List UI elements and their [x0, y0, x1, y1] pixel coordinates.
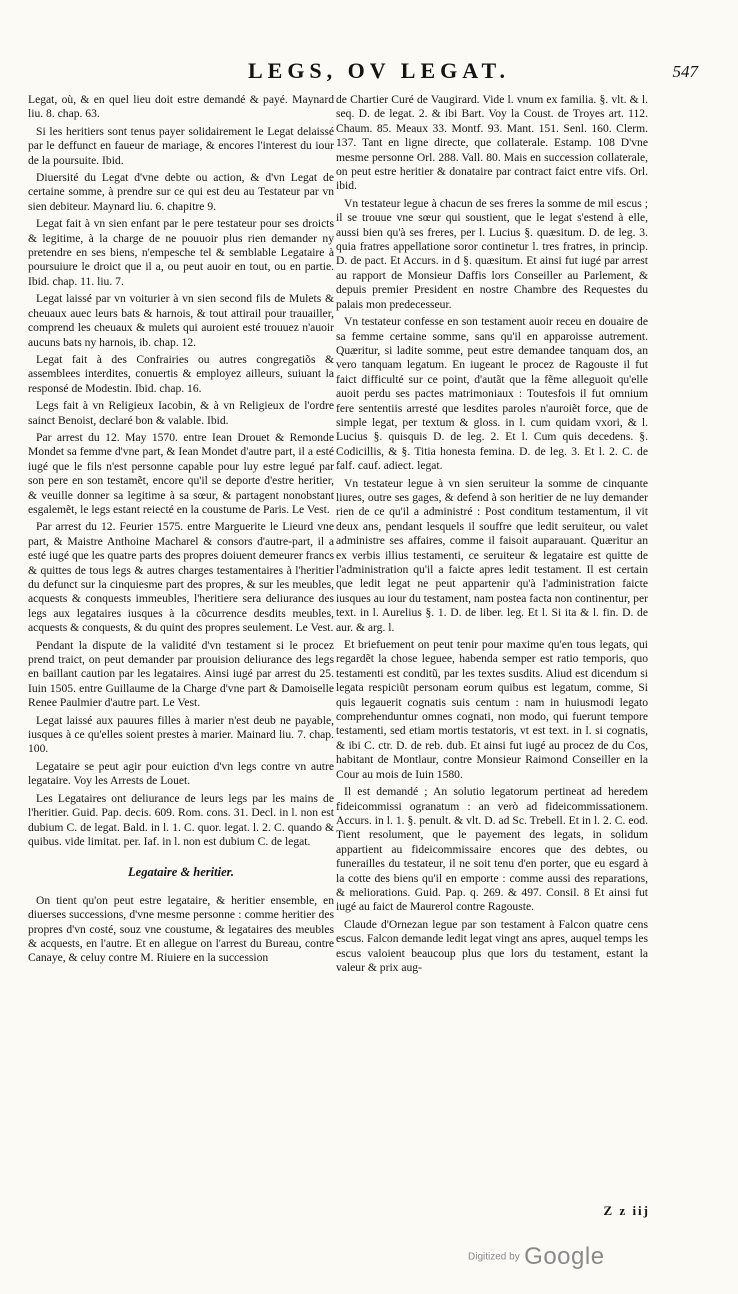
paragraph: Diuersité du Legat d'vne debte ou action, & d'vn Legat de certaine somme, à prendre sur ce qui est deu au Testateur par vn sien debiteur. Maynard liu. 6. chapitre 9.	[28, 171, 334, 213]
paragraph: Vn testateur legue à vn sien seruiteur la somme de cinquante liures, outre ses gages, & defend à son heritier de ne luy demander rien de ce qu'il a administré : Post conditum testamentum, il vit deux ans, pendant lesquels il souffre que ledit seruiteur, ou valet administre ses affaires, comme il faisoit auparauant. Quæritur an ex verbis illius testamenti, ce seruiteur & legataire est quitte de l'administration qu'il a faicte apres ledit testament. Il est certain que ledit legat ne peut appartenir qu'à l'administration faicte iusques au iour du testament, nam postea facta non continentur, per text. in l. Aurelius §. 1. D. de liber. leg. Et l. Si ita & l. fin. D. de aur. & arg. l.	[336, 476, 648, 634]
paragraph: Legat, où, & en quel lieu doit estre demandé & payé. Maynard liu. 8. chap. 63.	[28, 93, 334, 121]
paragraph: Legat laissé aux pauures filles à marier n'est deub ne payable, iusques à ce qu'elles soient prestes à marier. Mainard liu. 7. chap. 100.	[28, 713, 334, 756]
paragraph: Legs fait à vn Religieux Iacobin, & à vn Religieux de l'ordre sainct Benoist, declaré bon & valable. Ibid.	[28, 399, 334, 427]
paragraph: Legat fait à vn sien enfant par le pere testateur pour ses droicts & legitime, à la charge de ne pouuoir plus rien demander ny pretendre en ses biens, n'empesche tel & semblable Legataire à poursuiure le droict que il a, ou peut auoir en tout, ou en partie. Ibid. chap. 11. liu. 7.	[28, 217, 334, 288]
watermark-prefix: Digitized by	[468, 1251, 520, 1263]
paragraph: Pendant la dispute de la validité d'vn testament si le procez prend traict, on peut demander par prouision deliurance des legs en baillant caution par les legataires. Ainsi iugé par arrest du 25. Iuin 1505. entre Guillaume de la Charge d'vne part & Damoiselle Renee Paulmier d'autre part. Le Vest.	[28, 638, 334, 710]
right-column	[336, 93, 648, 978]
paragraph: On tient qu'on peut estre legataire, & heritier ensemble, en diuerses successions, d'vne mesme personne : comme heritier des propres d'vn costé, souz vne coustume, & legataires des meubles & acquests, en l'autre. Et en allegue on l'arrest du Bureau, contre Canaye, & celuy contre M. Riuiere en la succession	[28, 893, 334, 965]
paragraph: Par arrest du 12. Feurier 1575. entre Marguerite le Lieurd vne part, & Maistre Anthoine Macharel & consors d'autre-part, il a esté iugé que les quatre parts des propres doiuent demeurer francs & quittes de tous legs & autres charges testamentaires à l'heritier du defunct sur la cinquiesme part des propres, & sur les meubles, acquests & conquests immeubles, l'heritiere sera deliurance des legs aux legataires iusques à la cõcurrence desdits meubles, acquests & conquests, & du quint des propres seulement. Le Vest.	[28, 520, 334, 635]
signature-mark: Z z iij	[603, 1203, 650, 1218]
paragraph: Vn testateur confesse en son testament auoir receu en douaire de sa femme certaine somme, sans qu'il en apparoisse autrement. Quæritur, si ladite somme, peut estre demandee tanquam dos, an vero tanquam legatum. En iugeant le procez de Ragouste il fut faict difficulté sur ce point, d'autãt que la fẽme alleguoit qu'elle auoit perdu ses pactes matrimoniaux : Toutesfois il fut omnium fere sententiis arresté que lesdites paroles n'auroiẽt force, que de simple legat, per textum & gloss. in l. cum quidam vxori, & l. Lucius §. quisquis D. de leg. 2. Et l. Cum quis decedens. §. Codicillis, & §. Titia honesta femina. D. de leg. 3. Et l. 2. C. de falf. cauf. adiect. legat.	[336, 315, 648, 473]
paragraph: Legat laissé par vn voiturier à vn sien second fils de Mulets & cheuaux auec leurs bats & harnois, & tout attirail pour trauailler, comprend les cheuaux & mulets qui auroient esté trouuez n'auoir aucuns bats ny harnois, ib. chap. 12.	[28, 292, 334, 349]
page-number: 547	[672, 62, 698, 81]
paragraph: Les Legataires ont deliurance de leurs legs par les mains de l'heritier. Guid. Pap. decis. 609. Rom. cons. 31. Decl. in l. non est dubium C. de legat. Bald. in l. 1. C. quor. legat. l. 2. C. quando & quibus. vide limitat. per. Iaf. in l. non est dubium C. de legat.	[28, 791, 334, 848]
watermark-brand: Google	[524, 1243, 605, 1270]
section-heading: Legataire & heritier.	[128, 865, 234, 880]
left-column	[28, 93, 334, 969]
page-header	[36, 58, 722, 88]
paragraph: Vn testateur legue à chacun de ses freres la somme de mil escus ; il se trouue vne sœur qui soustient, que le legat s'estend à elle, aussi bien qu'à ses freres, per l. Lucius §. quæsitum. D. de leg. 3. quia fratres appellatione soror continetur l. tres fratres, in princip. D. de pact. Et Accurs. in d §. quæsitum. Et ainsi fut iugé par arrest au rapport de Monsieur Daffis lors Conseiller au Parlement, & depuis premier President en nostre Chambre des Requestes du palais mon predecesseur.	[336, 196, 648, 311]
paragraph: Par arrest du 12. May 1570. entre Iean Drouet & Remonde Mondet sa femme d'vne part, & Iean Mondet d'autre part, il a esté iugé que le fils n'est personne capable pour luy estre legué par son pere en son testamẽt, encore qu'il se deporte d'estre heritier, & veuille donner sa legitime à sa sœur, & partagent nonobstant esgalemẽt, le legs estant reiecté en la coustume de Paris. Le Vest.	[28, 430, 334, 516]
paragraph: Il est demandé ; An solutio legatorum pertineat ad heredem fideicommissi ogranatum : an verò ad fideicommissationem. Accurs. in l. 1. §. penult. & vlt. D. ad Sc. Trebell. Et in l. 2. C. eod. Tient resolument, que le payement des legats, in solidum appartient au fideicommissaire encores que des debtes, ou funerailles du testateur, il ne soit tenu d'en porter, que eu esgard à la cotte des biens qu'il en emporte : comme aussi des reparations, & meliorations. Guid. Pap. q. 269. & 497. Consil. 8 Et ainsi fut iugé au faict de Maurerol contre Ragouste.	[336, 785, 648, 914]
paragraph: Claude d'Ornezan legue par son testament à Falcon quatre cens escus. Falcon demande ledit legat vingt ans apres, auquel temps les escus valoient beaucoup plus que lors du testament, estant la valeur & prix aug-	[336, 917, 648, 974]
paragraph: Si les heritiers sont tenus payer solidairement le Legat delaissé par le deffunct en faueur de mariage, & encores l'interest du iour de la poursuite. Ibid.	[28, 124, 334, 167]
paragraph: Legat fait à des Confrairies ou autres congregatiõs & assemblees interdites, conuertis & employez ailleurs, suiuant la responsé de Modestin. Ibid. chap. 16.	[28, 352, 334, 395]
running-title: LEGS, OV LEGAT.	[247, 58, 511, 83]
paragraph: Legataire se peut agir pour euiction d'vn legs contre vn autre legataire. Voy les Arrests de Louet.	[28, 759, 334, 788]
paragraph: Et briefuement on peut tenir pour maxime qu'en tous legats, qui regardẽt la chose leguee, habenda semper est ratio temporis, quo testamenti est conditũ, par les textes susdits. Aliud est dicendum si legata respiciũt personam eorum quibus est legatum, comme, Si quis legauerit cognatis suis centum : nam in huiusmodi legato comprehenduntur omnes cognati, non modo, qui fuerunt tempore testamenti, sed etiam mortis testatoris, vt est text. in l. si cognatis, & ibi C. ctr. D. de reb. dub. Et ainsi fut iugé au procez de du Cos, habitant de Montlaur, contre Monsieur Raimond Conseiller en la Cour au mois de Iuin 1580.	[336, 638, 648, 781]
digitized-watermark	[468, 1243, 605, 1271]
paragraph: de Chartier Curé de Vaugirard. Vide l. vnum ex familia. §. vlt. & l. seq. D. de legat. 2. & ibi Bart. Voy la Coust. de Troyes art. 112. Chaum. 85. Meaux 33. Montf. 93. Mant. 151. Senl. 160. Clerm. 137. Tant en ligne directe, que collaterale. Estamp. 108 D'vne mesme personne Orl. 288. Vall. 80. Mais en succession collaterale, on peut estre heritier & donataire par contract faict entre vifs. Orl. ibid.	[336, 93, 648, 193]
